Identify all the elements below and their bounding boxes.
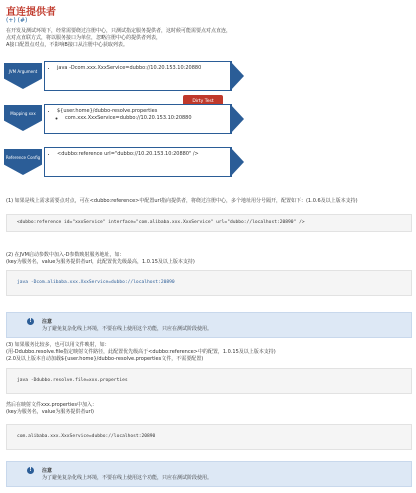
step-arrow-jvm	[4, 63, 42, 89]
step-band-jvm	[44, 61, 232, 91]
section4-text	[6, 402, 406, 416]
section2-text	[6, 252, 406, 266]
note-box	[6, 312, 412, 338]
code-block	[6, 424, 412, 450]
code-block	[6, 368, 412, 394]
code-block	[6, 270, 412, 296]
section2-line: (2) 在JVM启动参数中加入-D参数映射服务地址，如：	[6, 252, 125, 258]
info-icon: !	[27, 318, 34, 325]
note-title: 注意	[42, 319, 53, 325]
direct-connect-diagram	[0, 55, 416, 190]
step-item: • ${user.home}/dubbo-resolve.properties	[57, 108, 231, 115]
step-item: ◦ com.xxx.XxxService=dubbo://10.20.153.10:20880	[65, 115, 231, 122]
band-pointer-icon	[230, 61, 244, 91]
step-item: • java -Dcom.xxx.XxxService=dubbo://10.20.153.10:20880	[57, 65, 231, 72]
note-box	[6, 461, 412, 487]
step-arrow-mapping	[4, 105, 42, 131]
code-line: com.alibaba.xxx.XxxService=dubbo://localhost:20890	[17, 434, 156, 439]
step-label-reference: Reference Config	[5, 155, 41, 160]
step-band-mapping	[44, 104, 232, 134]
section2-line: (key为服务名，value为服务提供者url，此配置优先级最高，1.0.15及以上版本支持)	[6, 259, 195, 265]
section4-line: 然后在映射文件xxx.properties中加入：	[6, 402, 97, 408]
step-item: • <dubbo:reference url="dubbo://10.20.153.10:20880" />	[57, 151, 231, 158]
section3-text	[6, 342, 406, 363]
intro-line: 点对点直联方式，将以服务接口为单位，忽略注册中心的提供者列表，	[6, 35, 162, 41]
intro-line: 在开发及测试环境下，经常需要绕过注册中心，只测试指定服务提供者，这时候可能需要点对点直连，	[6, 28, 232, 34]
section3-line: (3) 如果服务比较多，也可以用文件映射，如：	[6, 342, 110, 348]
section3-line: (用-Ddubbo.resolve.file指定映射文件路径，此配置优先级高于<dubbo:reference>中的配置，1.0.15及以上版本支持)	[6, 349, 276, 355]
dirty-test-badge: Dirty Test	[183, 95, 223, 109]
note-text: 为了避免复杂化线上环境，不要在线上使用这个功能，只应在测试阶段使用。	[42, 326, 213, 332]
intro-line: A接口配置点对点，不影响B接口从注册中心获取列表。	[6, 42, 128, 48]
step-label-jvm: JVM Argument	[8, 69, 38, 74]
page-title: 直连提供者	[6, 7, 56, 18]
info-icon: !	[27, 467, 34, 474]
step-label-mapping: Mapping xxx	[10, 111, 36, 116]
code-line: java -Ddubbo.resolve.file=xxx.properties	[17, 378, 128, 383]
band-pointer-icon	[230, 147, 244, 177]
section3-line: (2.0及以上版本自动加载${user.home}/dubbo-resolve.properties文件，不需要配置)	[6, 356, 204, 362]
step-band-reference	[44, 147, 232, 177]
note-title: 注意	[42, 468, 53, 474]
band-pointer-icon	[230, 104, 244, 134]
code-line: java -Dcom.alibaba.xxx.XxxService=dubbo://localhost:20890	[17, 280, 175, 285]
intro	[6, 28, 406, 49]
page-subtitle[interactable]: (+) (#)	[6, 17, 28, 24]
code-line: <dubbo:reference id="xxxService" interface="com.alibaba.xxx.XxxService" url="dubbo://localhost:20890" />	[17, 220, 305, 225]
section1-text: (1) 如果是线上需求需要点对点，可在<dubbo:reference>中配置url指向提供者，将绕过注册中心，多个地址用分号隔开，配置如下：(1.0.6及以上版本支持)	[6, 198, 358, 204]
step-arrow-reference	[4, 149, 42, 175]
section4-line: (key为服务名，value为服务提供者url)	[6, 409, 94, 415]
code-block	[6, 214, 412, 232]
note-text: 为了避免复杂化线上环境，不要在线上使用这个功能，只应在测试阶段使用。	[42, 475, 213, 481]
